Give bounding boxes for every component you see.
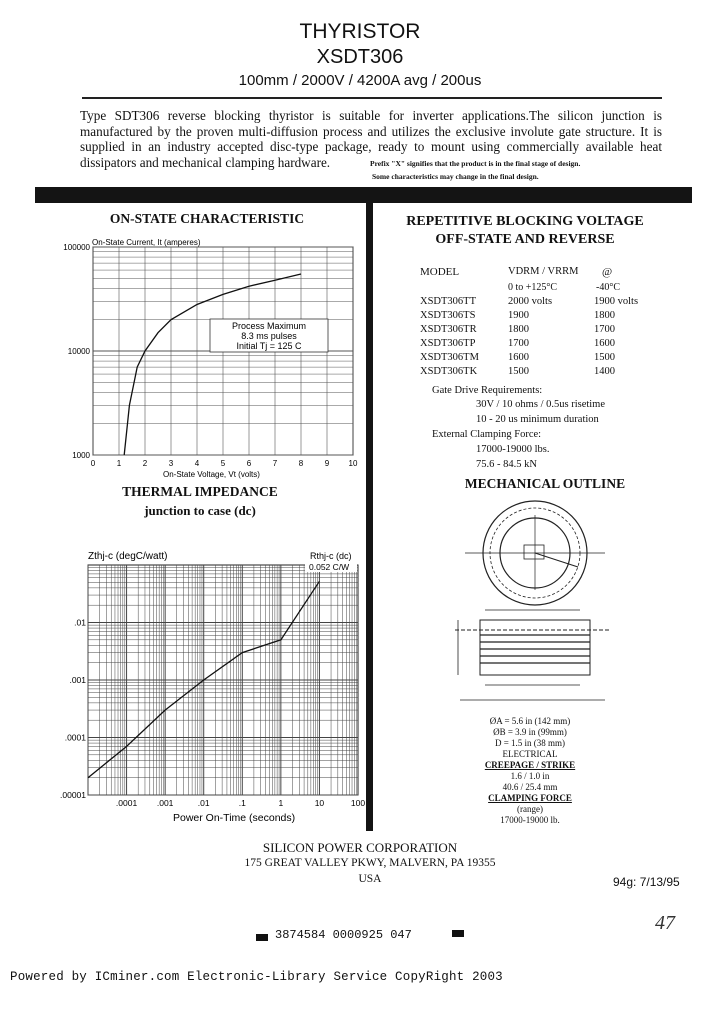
onstate-xtick-label: 3 <box>168 459 174 468</box>
table-row-v125: 1700 <box>508 338 529 349</box>
col-at: @ <box>602 266 613 278</box>
company-address: 175 GREAT VALLEY PKWY, MALVERN, PA 19355 <box>244 857 496 869</box>
onstate-ytick-label: 10000 <box>67 347 90 356</box>
page-mark: 47 <box>655 912 675 934</box>
onstate-legend-1: Process Maximum <box>231 321 307 331</box>
clamp-lbs: 17000-19000 lbs. <box>476 444 550 455</box>
table-row-v125: 1800 <box>508 324 529 335</box>
onstate-xtick-label: 0 <box>90 459 96 468</box>
header-rule <box>82 97 662 99</box>
thermal-xtick-label: 100 <box>350 798 366 808</box>
onstate-xtick-label: 6 <box>246 459 252 468</box>
creepage-title-2: CREEPAGE / STRIKE <box>484 760 576 770</box>
thermal-rlabel: Rthj-c (dc) <box>310 551 352 561</box>
table-row-v125: 1600 <box>508 352 529 363</box>
thermal-title: THERMAL IMPEDANCE <box>122 484 278 499</box>
barcode-text: 3874584 0000925 047 <box>275 928 412 942</box>
creepage-mm: 40.6 / 25.4 mm <box>502 782 558 792</box>
footer-credit: Powered by ICminer.com Electronic-Library Service CopyRight 2003 <box>10 970 503 984</box>
onstate-chart <box>55 235 365 480</box>
gate-line-2: 10 - 20 us minimum duration <box>476 414 599 425</box>
table-row-v125: 1900 <box>508 310 529 321</box>
blocking-title: REPETITIVE BLOCKING VOLTAGE <box>406 214 644 229</box>
table-row-vm40: 1700 <box>594 324 615 335</box>
col-at-sub: -40°C <box>596 282 620 293</box>
ratings-line: 100mm / 2000V / 4200A avg / 200us <box>238 72 482 89</box>
clamping-value: 17000-19000 lb. <box>500 815 560 825</box>
onstate-xlabel: On-State Voltage, Vt (volts) <box>163 470 260 479</box>
company-name: SILICON POWER CORPORATION <box>262 840 458 855</box>
thermal-xtick-label: 10 <box>314 798 325 808</box>
table-row-model: XSDT306TP <box>420 338 476 349</box>
dim-d: D = 1.5 in (38 mm) <box>494 738 566 748</box>
onstate-ytick-label: 100000 <box>63 243 90 252</box>
onstate-title: ON-STATE CHARACTERISTIC <box>109 211 305 226</box>
dim-b: ØB = 3.9 in (99mm) <box>493 727 567 737</box>
thermal-ylabel: Zthj-c (degC/watt) <box>88 551 168 562</box>
table-row-vm40: 1900 volts <box>594 296 639 307</box>
col-model: MODEL <box>420 266 460 278</box>
onstate-xtick-label: 2 <box>142 459 148 468</box>
gate-line-1: 30V / 10 ohms / 0.5us risetime <box>476 399 606 410</box>
thermal-grid <box>88 565 358 795</box>
mechanical-drawing <box>440 495 620 710</box>
thermal-ytick-label: .01 <box>74 617 86 628</box>
table-row-vm40: 1600 <box>594 338 615 349</box>
thermal-xtick-label: .1 <box>238 798 246 808</box>
thermal-ytick-label: .001 <box>69 675 86 685</box>
table-row-vm40: 1400 <box>594 366 615 377</box>
gate-lead <box>535 553 578 567</box>
prefix-note-2: Some characteristics may change in the final design. <box>372 172 539 181</box>
creepage-in: 1.6 / 1.0 in <box>510 771 550 781</box>
onstate-xtick-label: 8 <box>298 459 304 468</box>
clamping-title: CLAMPING FORCE <box>488 793 572 803</box>
barcode-mark-left <box>256 934 268 941</box>
onstate-legend-3: Initial Tj = 125 C <box>236 341 302 351</box>
thermal-rvalue: 0.052 C/W <box>309 562 350 572</box>
table-row-vm40: 1500 <box>594 352 615 363</box>
onstate-legend-2: 8.3 ms pulses <box>241 331 297 341</box>
barcode-mark-right <box>452 930 464 937</box>
mechanical-title: MECHANICAL OUTLINE <box>464 476 626 491</box>
onstate-xtick-label: 10 <box>348 459 358 468</box>
table-row-v125: 2000 volts <box>508 296 553 307</box>
onstate-xtick-label: 7 <box>272 459 278 468</box>
gate-title: Gate Drive Requirements: <box>432 385 543 396</box>
clamp-kn: 75.6 - 84.5 kN <box>476 459 537 470</box>
revision-date: 94g: 7/13/95 <box>613 875 680 889</box>
thermal-ytick-label: .0001 <box>64 732 86 743</box>
part-number: XSDT306 <box>316 46 404 68</box>
table-row-v125: 1500 <box>508 366 529 377</box>
table-row-model: XSDT306TR <box>420 324 477 335</box>
table-row-model: XSDT306TS <box>420 310 476 321</box>
table-row-model: XSDT306TM <box>420 352 479 363</box>
section-bar <box>35 187 692 203</box>
onstate-xtick-label: 5 <box>220 459 226 468</box>
creepage-title-1: ELECTRICAL <box>502 749 558 759</box>
onstate-xtick-label: 4 <box>194 459 200 468</box>
thermal-xlabel: Power On-Time (seconds) <box>173 812 296 824</box>
clamping-range: (range) <box>517 804 543 814</box>
thermal-xtick-label: .01 <box>197 798 210 808</box>
blocking-subtitle: OFF-STATE AND REVERSE <box>435 232 615 247</box>
thermal-subtitle: junction to case (dc) <box>144 503 256 518</box>
clamp-title: External Clamping Force: <box>432 429 542 440</box>
onstate-xtick-label: 1 <box>116 459 122 468</box>
onstate-xtick-label: 9 <box>324 459 330 468</box>
table-row-model: XSDT306TT <box>420 296 476 307</box>
ceramic-ribs <box>480 635 590 663</box>
table-row-model: XSDT306TK <box>420 366 478 377</box>
thermal-xtick-label: .001 <box>156 798 174 808</box>
thermal-xtick-label: .0001 <box>115 798 138 808</box>
package-body <box>480 620 590 675</box>
page-title: THYRISTOR <box>299 20 421 43</box>
thermal-ytick-label: .00001 <box>60 790 86 800</box>
onstate-ytick-label: 1000 <box>72 451 90 460</box>
onstate-tick-labels <box>63 243 358 468</box>
table-row-vm40: 1800 <box>594 310 615 321</box>
thermal-chart <box>50 545 370 830</box>
col-vdrm-sub: 0 to +125°C <box>508 282 558 293</box>
col-vdrm: VDRM / VRRM <box>508 266 579 277</box>
prefix-note: Prefix "X" signifies that the product is in the final stage of design. <box>370 159 581 168</box>
company-country: USA <box>358 873 382 885</box>
gate-block <box>524 545 544 559</box>
thermal-xtick-label: 1 <box>278 798 284 808</box>
intro-paragraph: Type SDT306 reverse blocking thyristor is suitable for inverter applications.The silicon junction is manufactured by the proven multi-diffusion process and utilizes the exclusive involute gate structure. It is supplied in an industry accepted disc-type package, ready to mount using commercially available heat dissipators and mechanical clamping hardware. <box>80 108 662 170</box>
dim-a: ØA = 5.6 in (142 mm) <box>489 716 571 726</box>
onstate-ylabel: On-State Current, It (amperes) <box>92 238 201 247</box>
